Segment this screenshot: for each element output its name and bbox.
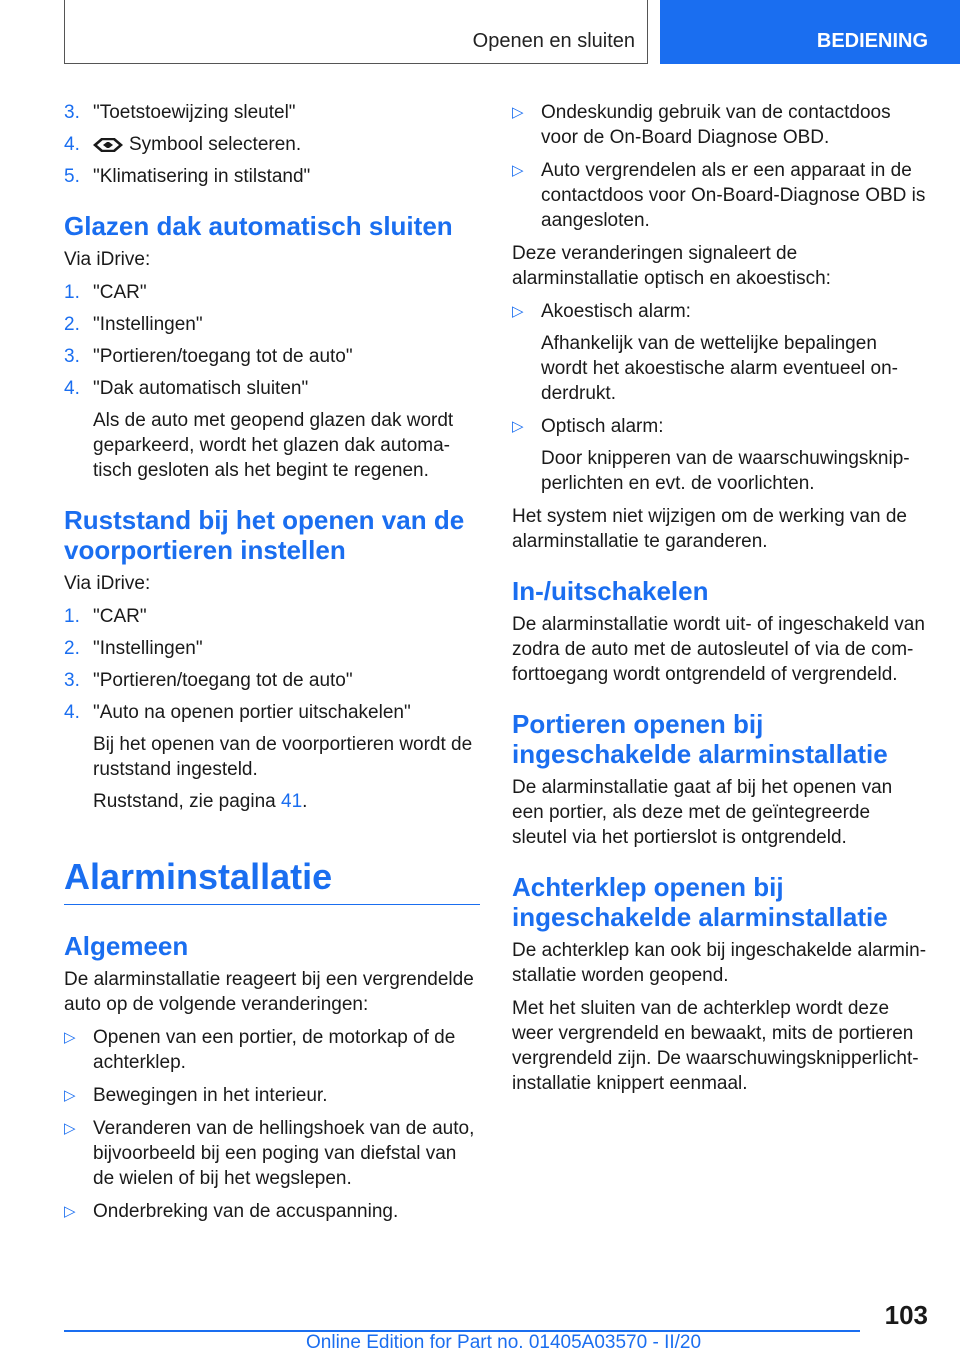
roof-intro: Via iDrive: xyxy=(64,249,151,270)
doors-text: De alarminstallatie gaat af bij het openen van een portier, als deze met de geïntegreerde sleutel via het portierslot is ontgrendeld. xyxy=(512,777,893,848)
list-item: ▷ Veranderen van de hellingshoek van de auto, bijvoorbeeld bij een poging van diefstal van de wielen of bij het wegslepen. xyxy=(64,1118,475,1189)
list-item: 3. "Portieren/toegang tot de auto" xyxy=(64,346,353,367)
rest-heading: Ruststand bij het openen van de voorportieren instellen xyxy=(64,505,465,565)
triangle-bullet-icon: ▷ xyxy=(512,104,524,121)
list-item: 5. "Klimatisering in stilstand" xyxy=(64,166,311,187)
list-item: ▷ Bewegingen in het interieur. xyxy=(64,1085,328,1106)
page-link[interactable]: 41 xyxy=(281,791,303,812)
list-item: 2. "Instellingen" xyxy=(64,314,203,335)
system-text: Het system niet wijzigen om de werking van de alarminstallatie te garanderen. xyxy=(512,506,907,552)
list-item: ▷ Onderbreking van de accuspanning. xyxy=(64,1201,399,1222)
list-item: 1. "CAR" xyxy=(64,282,147,303)
list-item: ▷ Auto vergrendelen als er een apparaat in de contactdoos voor On-Board-Diagnose OBD is aangesloten. xyxy=(512,160,926,231)
onoff-text: De alarminstallatie wordt uit- of ingeschakeld van zodra de auto met de autosleutel of via de comforttoegang wordt ontgrendeld of vergrendeld. xyxy=(512,614,925,685)
onoff-heading: In-/uitschakelen xyxy=(512,576,709,606)
list-item: 3. "Toetstoewijzing sleutel" xyxy=(64,102,296,123)
list-item: ▷ Akoestisch alarm: Afhankelijk van de wettelijke bepalingen wordt het akoestische alarm eventueel onderdrukt. xyxy=(512,299,928,406)
rest-steps xyxy=(64,604,480,814)
alarm-title: Alarminstallatie xyxy=(64,854,480,905)
signal-items xyxy=(512,299,928,496)
roof-steps xyxy=(64,280,480,483)
triangle-bullet-icon: ▷ xyxy=(64,1087,76,1104)
signal-text: Deze veranderingen signaleert de alarminstallatie optisch en akoestisch: xyxy=(512,243,831,289)
general-heading: Algemeen xyxy=(64,931,189,961)
list-item: 4. "Auto na openen portier uitschakelen" Bij het openen van de voorportieren wordt de ruststand ingesteld. Ruststand, zie pagina 41. xyxy=(64,700,480,814)
bullets-top xyxy=(512,100,928,233)
general-bullets xyxy=(64,1025,480,1224)
triangle-bullet-icon: ▷ xyxy=(64,1029,76,1046)
triangle-bullet-icon: ▷ xyxy=(512,303,524,320)
general-intro: De alarminstallatie reageert bij een vergrendelde auto op de volgende veranderingen: xyxy=(64,969,474,1015)
tailgate-text-2: Met het sluiten van de achterklep wordt deze weer vergrendeld en bewaakt, mits de portieren vergrendeld zijn. De waarschuwingsknipperlichtinstallatie knippert eenmaal. xyxy=(512,998,919,1094)
footer-edition: Online Edition for Part no. 01405A03570 - II/20 xyxy=(306,1332,702,1353)
tailgate-heading: Achterklep openen bij ingeschakelde alarminstallatie xyxy=(512,872,888,932)
list-item: 4. "Dak automatisch sluiten" Als de auto met geopend glazen dak wordt geparkeerd, wordt het glazen dak automatisch gesloten als het begint te regenen. xyxy=(64,376,480,483)
left-column xyxy=(64,100,480,1232)
tailgate-text-1: De achterklep kan ook bij ingeschakelde alarminstallatie worden geopend. xyxy=(512,940,927,986)
triangle-bullet-icon: ▷ xyxy=(512,418,524,435)
chapter-tab-label: BEDIENING xyxy=(816,30,928,52)
header-box xyxy=(64,0,648,64)
step-note: Als de auto met geopend glazen dak wordt geparkeerd, wordt het glazen dak automatisch gesloten als het begint te regenen. xyxy=(93,410,454,481)
chevron-symbol-icon xyxy=(93,138,123,152)
section-title: Openen en sluiten xyxy=(472,30,635,52)
list-item: 2. "Instellingen" xyxy=(64,638,203,659)
doors-heading: Portieren openen bij ingeschakelde alarminstallatie xyxy=(512,709,888,769)
list-item: ▷ Openen van een portier, de motorkap of de achterklep. xyxy=(64,1027,456,1073)
page-reference: Ruststand, zie pagina 41. xyxy=(93,791,308,812)
list-item: 4. Symbool selecteren. xyxy=(64,134,302,155)
list-item: ▷ Ondeskundig gebruik van de contactdoos voor de On-Board Diagnose OBD. xyxy=(512,102,891,148)
list-item: 1. "CAR" xyxy=(64,606,147,627)
list-item: ▷ Optisch alarm: Door knipperen van de waarschuwingsknipperlichten en evt. de voorlichten. xyxy=(512,414,928,496)
steps-top xyxy=(64,100,480,189)
roof-heading: Glazen dak automatisch sluiten xyxy=(64,211,453,241)
chapter-tab xyxy=(660,0,960,64)
step-note: Bij het openen van de voorportieren wordt de ruststand ingesteld. xyxy=(93,734,473,780)
rest-intro: Via iDrive: xyxy=(64,573,151,594)
item-note: Door knipperen van de waarschuwingsknipperlichten en evt. de voorlichten. xyxy=(541,448,910,494)
triangle-bullet-icon: ▷ xyxy=(512,162,524,179)
triangle-bullet-icon: ▷ xyxy=(64,1120,76,1137)
right-column xyxy=(512,100,928,1104)
list-item: 3. "Portieren/toegang tot de auto" xyxy=(64,670,353,691)
page-number: 103 xyxy=(884,1300,928,1330)
triangle-bullet-icon: ▷ xyxy=(64,1203,76,1220)
item-note: Afhankelijk van de wettelijke bepalingen wordt het akoestische alarm eventueel onderdrukt. xyxy=(541,333,898,404)
